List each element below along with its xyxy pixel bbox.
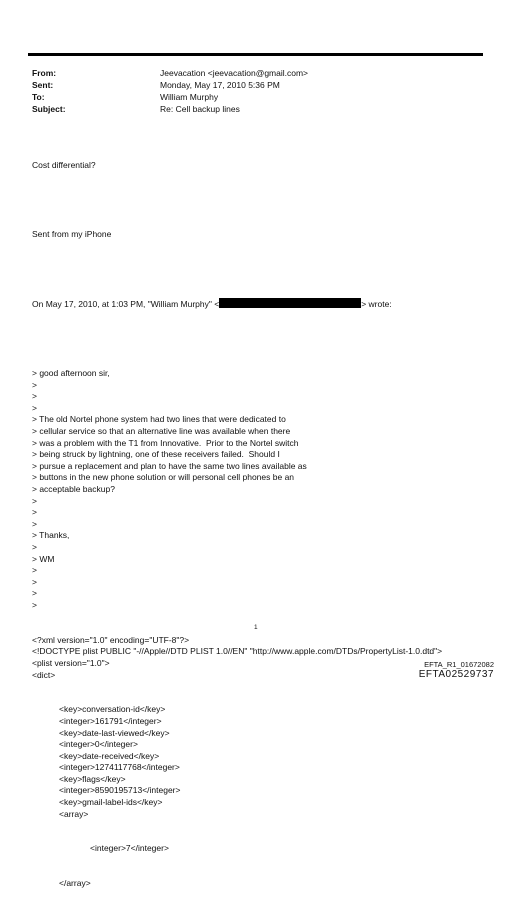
quoted-line: > Thanks,	[32, 530, 70, 541]
quote-intro-end: > wrote:	[361, 299, 392, 310]
quoted-line: >	[32, 379, 37, 390]
from-value: Jeevacation <jeevacation@gmail.com>	[160, 68, 309, 78]
footer-id-2: EFTA02529737	[418, 669, 494, 680]
quoted-line: > cellular service so that an alternative line was available when there	[32, 426, 291, 437]
quoted-line: > was a problem with the T1 from Innovative. Prior to the Nortel switch	[32, 437, 299, 448]
footer-id-1: EFTA_R1_01672082	[424, 660, 494, 669]
subject-row	[32, 103, 308, 115]
quoted-line: > pursue a replacement and plan to have the same two lines available as	[32, 460, 307, 471]
quoted-line: > The old Nortel phone system had two lines that were dedicated to	[32, 414, 286, 425]
xml-line: <integer>161791</integer>	[59, 715, 162, 726]
xml-line: <key>gmail-label-ids</key>	[59, 797, 163, 808]
quoted-line: >	[32, 588, 37, 599]
xml-line: <key>date-received</key>	[59, 750, 160, 761]
quoted-line: >	[32, 507, 37, 518]
xml-line: <plist version="1.0">	[32, 657, 110, 668]
email-header	[32, 67, 308, 115]
quote-intro	[32, 298, 492, 311]
xml-line: <integer>0</integer>	[59, 739, 138, 750]
quoted-line: > WM	[32, 553, 55, 564]
to-value: William Murphy	[160, 92, 219, 102]
xml-line: <key>date-last-viewed</key>	[59, 727, 170, 738]
body-line-1: Cost differential?	[32, 160, 96, 171]
xml-line: <dict>	[32, 669, 56, 680]
quoted-line: >	[32, 599, 37, 610]
xml-line: <key>flags</key>	[59, 773, 126, 784]
from-label: From:	[32, 68, 57, 78]
xml-array-item: <integer>7</integer>	[90, 843, 169, 854]
quoted-line: >	[32, 495, 37, 506]
quoted-line: >	[32, 565, 37, 576]
xml-line: <?xml version="1.0" encoding="UTF-8"?>	[32, 634, 190, 645]
quoted-line: > acceptable backup?	[32, 484, 115, 495]
xml-dict-content	[32, 704, 492, 820]
page-number: 1	[254, 624, 258, 631]
quoted-line: >	[32, 391, 37, 402]
header-rule	[28, 53, 483, 56]
quoted-line: > good afternoon sir,	[32, 368, 110, 379]
to-label: To:	[32, 92, 45, 102]
sent-value: Monday, May 17, 2010 5:36 PM	[160, 80, 280, 90]
from-row	[32, 67, 308, 79]
to-row	[32, 91, 308, 103]
xml-line: <!DOCTYPE plist PUBLIC "-//Apple//DTD PLIST 1.0//EN" "http://www.apple.com/DTDs/PropertyList-1.0.dtd">	[32, 646, 443, 657]
quoted-line: >	[32, 402, 37, 413]
redaction-box	[219, 298, 361, 308]
xml-line: <key>conversation-id</key>	[59, 704, 166, 715]
subject-label: Subject:	[32, 104, 66, 114]
xml-array-close: </array>	[59, 878, 91, 889]
body-line-2: Sent from my iPhone	[32, 229, 112, 240]
sent-label: Sent:	[32, 80, 54, 90]
xml-line: <array>	[59, 808, 89, 819]
document-footer	[419, 660, 494, 680]
email-body	[32, 137, 492, 901]
quoted-line: > being struck by lightning, one of these receivers failed. Should I	[32, 449, 280, 460]
quoted-line: >	[32, 542, 37, 552]
quoted-message	[32, 368, 492, 611]
sent-row	[32, 79, 308, 91]
quoted-line: >	[32, 518, 37, 529]
xml-line: <integer>1274117768</integer>	[59, 762, 180, 773]
quoted-line: >	[32, 576, 37, 587]
xml-line: <integer>8590195713</integer>	[59, 785, 181, 796]
quote-intro-start: On May 17, 2010, at 1:03 PM, "William Murphy" <	[32, 299, 220, 310]
quoted-line: > buttons in the new phone solution or will personal cell phones be an	[32, 472, 295, 483]
subject-value: Re: Cell backup lines	[160, 104, 240, 114]
